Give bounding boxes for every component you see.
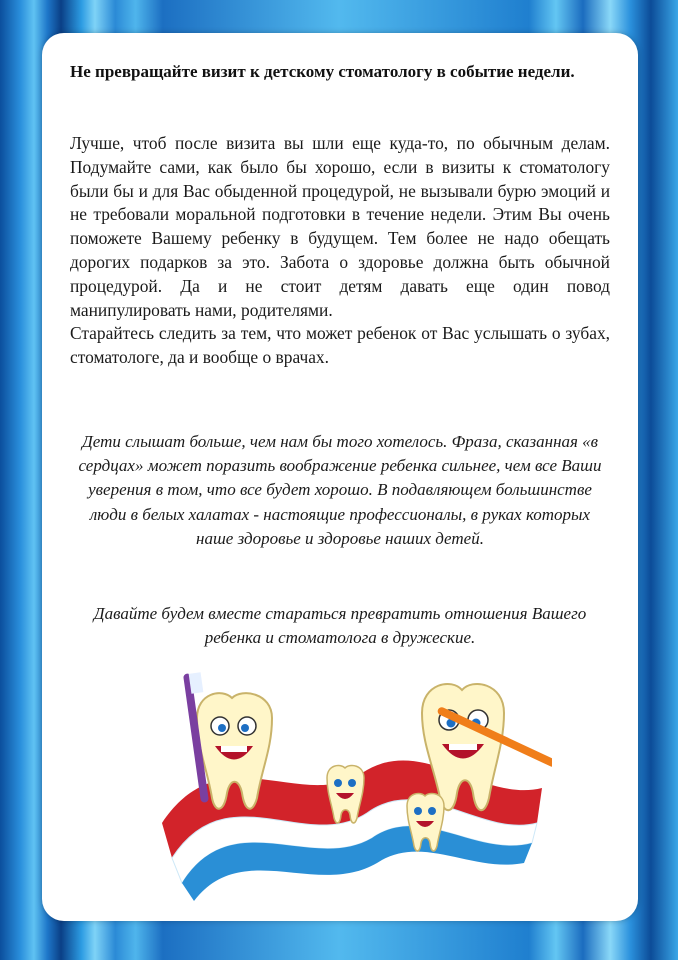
paragraph-advice: Лучше, чтоб после визита вы шли еще куда-то, по обычным делам. Подумайте сами, как было бы хорошо, если в визиты к стоматологу были бы и для Вас обыденной процедурой, не вызывали бурю эмоций и не требовали моральной подготовки в течение недели. Этим Вы очень поможете Вашему ребенку в будущем. Тем более не надо обещать дорогих подарков за это. Забота о здоровье должна быть обычной процедурой. Да и не стоит детям давать еще один повод манипулировать нами, родителями. (70, 133, 610, 320)
italic-quote-children: Дети слышат больше, чем нам бы того хотелось. Фраза, сказанная «в сердцах» может поразить воображение ребенка сильнее, чем все Ваши уверения в том, что все будет хорошо. В подавляющем большинстве люди в белых халатах - настоящие профессионалы, в руках которых наше здоровье и здоровье наших детей. (78, 432, 602, 548)
paragraph-listen: Старайтесь следить за тем, что может ребенок от Вас услышать о зубах, стоматологе, да и вообще о врачах. (70, 323, 610, 368)
page-title: Не превращайте визит к детскому стоматологу в событие недели. (70, 62, 575, 81)
italic-quote-friendship: Давайте будем вместе стараться превратить отношения Вашего ребенка и стоматолога в дружеские. (93, 604, 587, 648)
main-text (70, 132, 610, 370)
content-card (42, 33, 638, 921)
teeth-family-icon (132, 663, 552, 903)
